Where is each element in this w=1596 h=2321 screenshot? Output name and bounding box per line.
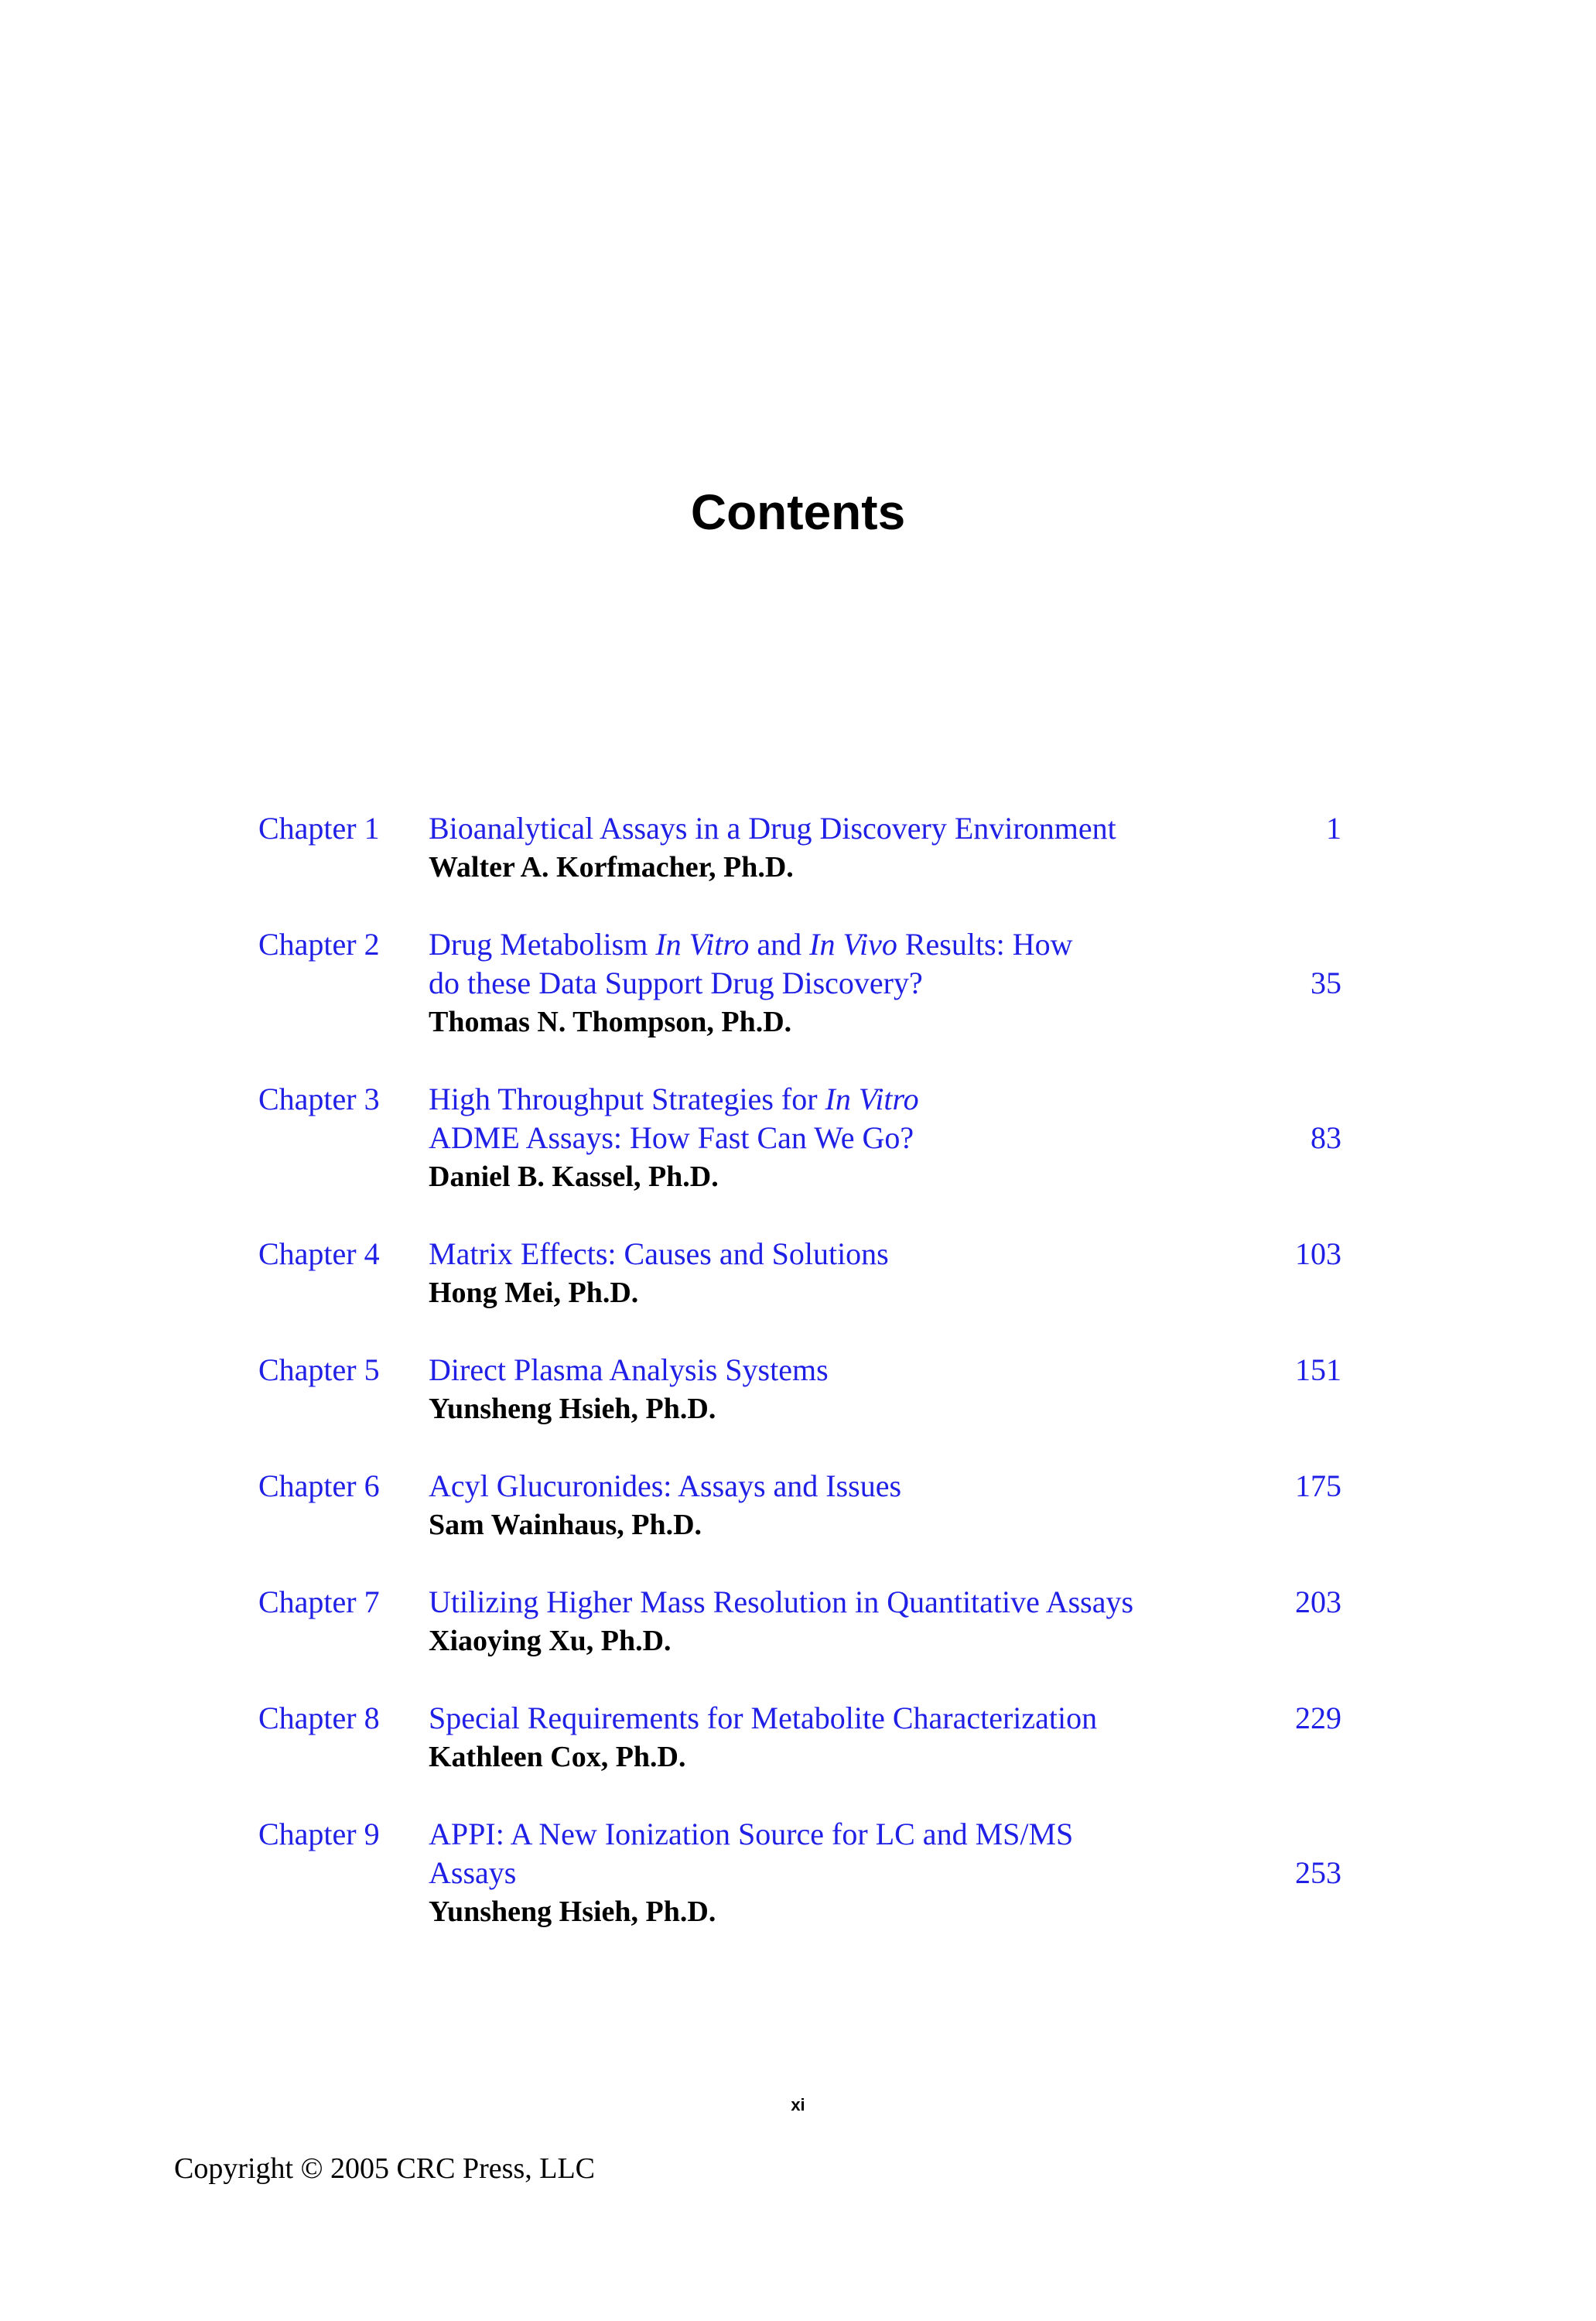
chapter-9-title-link-line-1[interactable]: APPI: A New Ionization Source for LC and MS/MS [429, 1817, 1074, 1851]
title-text: Drug Metabolism [429, 927, 656, 962]
toc-row [258, 809, 1341, 848]
chapter-5-link[interactable]: Chapter 5 [258, 1352, 380, 1387]
chapter-3-author: Daniel B. Kassel, Ph.D. [429, 1160, 719, 1193]
chapter-4-title-link[interactable]: Matrix Effects: Causes and Solutions [429, 1236, 889, 1271]
title-text: High Throughput Strategies for [429, 1082, 825, 1116]
toc-row [258, 925, 1341, 964]
chapter-3-title-link-line-1[interactable] [429, 1080, 919, 1119]
chapter-1-link[interactable]: Chapter 1 [258, 811, 380, 846]
chapter-7-page-link[interactable]: 203 [1295, 1584, 1341, 1619]
chapter-4-author: Hong Mei, Ph.D. [429, 1277, 639, 1309]
toc-row [258, 964, 1341, 1003]
chapter-9-author: Yunsheng Hsieh, Ph.D. [429, 1895, 716, 1928]
toc-entry-chapter-2 [258, 925, 1341, 1041]
chapter-1-author: Walter A. Korfmacher, Ph.D. [429, 851, 794, 884]
chapter-2-author: Thomas N. Thompson, Ph.D. [429, 1006, 792, 1038]
page-title: Contents [690, 484, 906, 540]
copyright-notice: Copyright © 2005 CRC Press, LLC [174, 2152, 596, 2185]
toc-entry-chapter-9 [258, 1815, 1341, 1931]
toc-entry-chapter-5 [258, 1351, 1341, 1428]
page-number: xi [791, 2095, 805, 2114]
chapter-8-author: Kathleen Cox, Ph.D. [429, 1741, 686, 1773]
chapter-9-link[interactable]: Chapter 9 [258, 1817, 380, 1851]
toc-row [258, 1583, 1341, 1622]
chapter-4-page-link[interactable]: 103 [1295, 1236, 1341, 1271]
toc-entry-chapter-7 [258, 1583, 1341, 1660]
toc-entry-chapter-3 [258, 1080, 1341, 1196]
chapter-5-title-link[interactable]: Direct Plasma Analysis Systems [429, 1352, 829, 1387]
chapter-8-title-link[interactable]: Special Requirements for Metabolite Characterization [429, 1701, 1098, 1735]
chapter-2-title-link-line-1[interactable] [429, 925, 1073, 964]
toc-row [258, 1351, 1341, 1390]
toc-row [258, 1080, 1341, 1119]
chapter-6-page-link[interactable]: 175 [1295, 1468, 1341, 1503]
chapter-3-title-link-line-2[interactable]: ADME Assays: How Fast Can We Go? [429, 1120, 914, 1155]
chapter-8-link[interactable]: Chapter 8 [258, 1701, 380, 1735]
chapter-3-link[interactable]: Chapter 3 [258, 1082, 380, 1116]
toc-entry-chapter-1 [258, 809, 1341, 887]
chapter-7-link[interactable]: Chapter 7 [258, 1584, 380, 1619]
chapter-6-link[interactable]: Chapter 6 [258, 1468, 380, 1503]
title-text: and [749, 927, 810, 962]
chapter-1-title-link[interactable]: Bioanalytical Assays in a Drug Discovery Environment [429, 811, 1116, 846]
toc-row [258, 1699, 1341, 1738]
toc-row [258, 1854, 1341, 1892]
chapter-7-title-link[interactable]: Utilizing Higher Mass Resolution in Quantitative Assays [429, 1584, 1134, 1619]
title-italic-text: In Vivo [809, 927, 897, 962]
toc-entry-chapter-6 [258, 1467, 1341, 1544]
toc-row [258, 1235, 1341, 1273]
chapter-9-page-link[interactable]: 253 [1295, 1855, 1341, 1890]
chapter-2-link[interactable]: Chapter 2 [258, 927, 380, 962]
chapter-4-link[interactable]: Chapter 4 [258, 1236, 380, 1271]
chapter-5-page-link[interactable]: 151 [1295, 1352, 1341, 1387]
chapter-8-page-link[interactable]: 229 [1295, 1701, 1341, 1735]
chapter-2-title-link-line-2[interactable]: do these Data Support Drug Discovery? [429, 966, 923, 1000]
chapter-2-page-link[interactable]: 35 [1311, 966, 1341, 1000]
chapter-5-author: Yunsheng Hsieh, Ph.D. [429, 1393, 716, 1425]
toc-entry-chapter-4 [258, 1235, 1341, 1312]
chapter-3-page-link[interactable]: 83 [1311, 1120, 1341, 1155]
table-of-contents [258, 809, 1341, 1970]
chapter-6-title-link[interactable]: Acyl Glucuronides: Assays and Issues [429, 1468, 902, 1503]
title-italic-text: In Vitro [655, 927, 750, 962]
toc-row [258, 1467, 1341, 1506]
chapter-1-page-link[interactable]: 1 [1326, 811, 1341, 846]
toc-row [258, 1815, 1341, 1854]
chapter-9-title-link-line-2[interactable]: Assays [429, 1855, 517, 1890]
title-italic-text: In Vitro [825, 1082, 919, 1116]
chapter-7-author: Xiaoying Xu, Ph.D. [429, 1625, 672, 1657]
toc-row [258, 1119, 1341, 1157]
title-text: Results: How [897, 927, 1073, 962]
toc-entry-chapter-8 [258, 1699, 1341, 1776]
chapter-6-author: Sam Wainhaus, Ph.D. [429, 1509, 702, 1541]
